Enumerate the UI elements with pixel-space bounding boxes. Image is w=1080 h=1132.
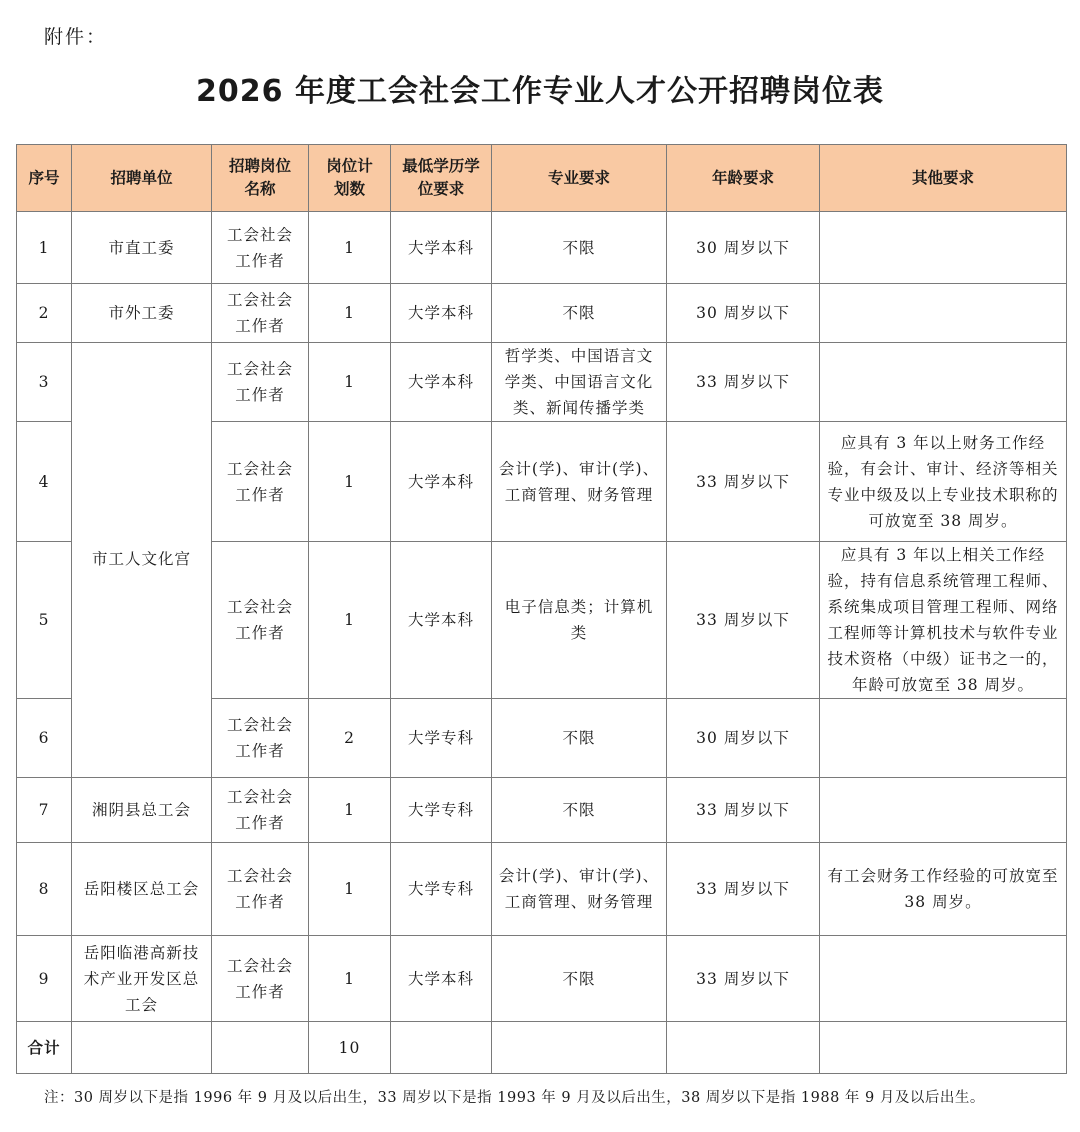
cell-seq: 7: [17, 778, 72, 843]
cell-education: 大学专科: [391, 843, 492, 936]
table-row: [17, 343, 1067, 422]
cell-major: 会计(学)、审计(学)、工商管理、财务管理: [492, 422, 667, 542]
cell-major: 不限: [492, 936, 667, 1022]
cell-major: 电子信息类；计算机类: [492, 542, 667, 699]
cell-education: 大学本科: [391, 542, 492, 699]
cell-age: 30 周岁以下: [667, 699, 820, 778]
cell-other: 应具有 3 年以上相关工作经验，持有信息系统管理工程师、系统集成项目管理工程师、网络工程师等计算机技术与软件专业技术资格（中级）证书之一的，年龄可放宽至 38 周岁。: [820, 542, 1067, 699]
recruitment-table: [16, 144, 1067, 1074]
cell-seq: 6: [17, 699, 72, 778]
cell-education: 大学本科: [391, 343, 492, 422]
header-count: 岗位计划数: [309, 145, 391, 212]
cell-other: [820, 936, 1067, 1022]
cell-age: 30 周岁以下: [667, 284, 820, 343]
header-position: 招聘岗位名称: [212, 145, 309, 212]
cell-position: 工会社会工作者: [212, 422, 309, 542]
cell-other: 应具有 3 年以上财务工作经验，有会计、审计、经济等相关专业中级及以上专业技术职称的可放宽至 38 周岁。: [820, 422, 1067, 542]
total-empty-education: [391, 1022, 492, 1074]
header-seq: 序号: [17, 145, 72, 212]
cell-education: 大学本科: [391, 284, 492, 343]
cell-age: 33 周岁以下: [667, 778, 820, 843]
cell-seq: 9: [17, 936, 72, 1022]
cell-other: 有工会财务工作经验的可放宽至 38 周岁。: [820, 843, 1067, 936]
cell-count: 1: [309, 284, 391, 343]
cell-major: 不限: [492, 778, 667, 843]
cell-count: 1: [309, 212, 391, 284]
cell-position: 工会社会工作者: [212, 542, 309, 699]
cell-count: 1: [309, 542, 391, 699]
document-title: 2026 年度工会社会工作专业人才公开招聘岗位表: [196, 74, 884, 109]
table-row: [17, 936, 1067, 1022]
cell-age: 33 周岁以下: [667, 843, 820, 936]
cell-unit: 岳阳楼区总工会: [72, 843, 212, 936]
cell-education: 大学专科: [391, 699, 492, 778]
header-row: [17, 145, 1067, 212]
cell-major: 哲学类、中国语言文学类、中国语言文化类、新闻传播学类: [492, 343, 667, 422]
table-row: [17, 284, 1067, 343]
cell-other: [820, 284, 1067, 343]
total-empty-other: [820, 1022, 1067, 1074]
cell-seq: 1: [17, 212, 72, 284]
cell-age: 33 周岁以下: [667, 343, 820, 422]
cell-education: 大学本科: [391, 422, 492, 542]
cell-seq: 8: [17, 843, 72, 936]
cell-count: 1: [309, 936, 391, 1022]
cell-education: 大学本科: [391, 936, 492, 1022]
cell-major: 不限: [492, 284, 667, 343]
cell-education: 大学本科: [391, 212, 492, 284]
total-empty-age: [667, 1022, 820, 1074]
footnote: 注：30 周岁以下是指 1996 年 9 月及以后出生，33 周岁以下是指 1993 年 9 月及以后出生，38 周岁以下是指 1988 年 9 月及以后出生。: [44, 1090, 985, 1106]
cell-age: 33 周岁以下: [667, 422, 820, 542]
cell-unit: 岳阳临港高新技术产业开发区总工会: [72, 936, 212, 1022]
cell-seq: 2: [17, 284, 72, 343]
header-unit: 招聘单位: [72, 145, 212, 212]
cell-age: 30 周岁以下: [667, 212, 820, 284]
cell-major: 会计(学)、审计(学)、工商管理、财务管理: [492, 843, 667, 936]
table-row: [17, 212, 1067, 284]
cell-seq: 3: [17, 343, 72, 422]
header-major: 专业要求: [492, 145, 667, 212]
total-empty-unit: [72, 1022, 212, 1074]
cell-count: 1: [309, 843, 391, 936]
cell-seq: 4: [17, 422, 72, 542]
header-age: 年龄要求: [667, 145, 820, 212]
cell-position: 工会社会工作者: [212, 699, 309, 778]
cell-other: [820, 212, 1067, 284]
cell-major: 不限: [492, 699, 667, 778]
cell-age: 33 周岁以下: [667, 936, 820, 1022]
cell-age: 33 周岁以下: [667, 542, 820, 699]
header-education: 最低学历学位要求: [391, 145, 492, 212]
cell-other: [820, 699, 1067, 778]
cell-count: 1: [309, 778, 391, 843]
table-row: [17, 778, 1067, 843]
cell-unit: 市外工委: [72, 284, 212, 343]
cell-position: 工会社会工作者: [212, 843, 309, 936]
cell-position: 工会社会工作者: [212, 778, 309, 843]
cell-count: 2: [309, 699, 391, 778]
cell-position: 工会社会工作者: [212, 284, 309, 343]
total-label: 合计: [17, 1022, 72, 1074]
cell-count: 1: [309, 422, 391, 542]
cell-major: 不限: [492, 212, 667, 284]
cell-other: [820, 343, 1067, 422]
cell-seq: 5: [17, 542, 72, 699]
cell-unit: 湘阴县总工会: [72, 778, 212, 843]
cell-position: 工会社会工作者: [212, 212, 309, 284]
table-row: [17, 843, 1067, 936]
total-empty-major: [492, 1022, 667, 1074]
cell-unit: 市工人文化宫: [72, 343, 212, 778]
cell-position: 工会社会工作者: [212, 936, 309, 1022]
cell-unit: 市直工委: [72, 212, 212, 284]
total-empty-position: [212, 1022, 309, 1074]
total-count: 10: [309, 1022, 391, 1074]
header-other: 其他要求: [820, 145, 1067, 212]
cell-other: [820, 778, 1067, 843]
total-row: [17, 1022, 1067, 1074]
attachment-label: 附件：: [44, 26, 108, 48]
cell-position: 工会社会工作者: [212, 343, 309, 422]
cell-count: 1: [309, 343, 391, 422]
cell-education: 大学专科: [391, 778, 492, 843]
